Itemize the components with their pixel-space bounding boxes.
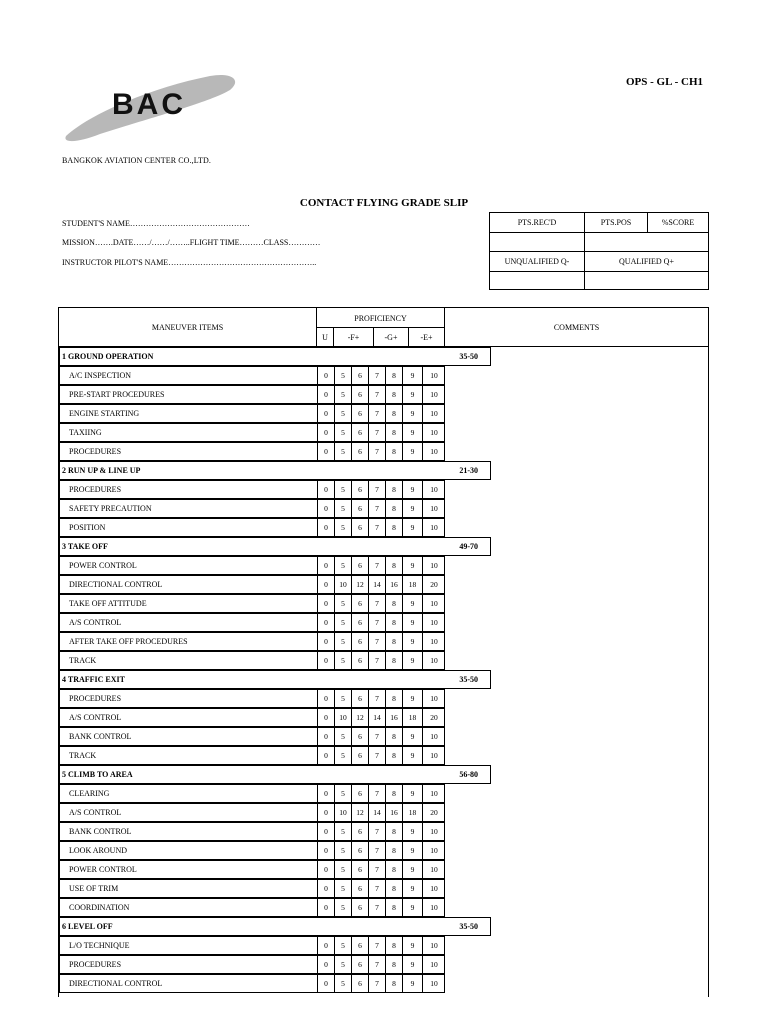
score-cell[interactable]: 0	[317, 519, 334, 536]
maneuver-label: ENGINE STARTING	[69, 409, 140, 418]
score-cell[interactable]: 7	[368, 899, 385, 916]
score-cell[interactable]: 9	[402, 956, 422, 973]
score-cell[interactable]: 6	[351, 880, 368, 897]
score-cell[interactable]: 5	[334, 386, 351, 403]
score-cell[interactable]: 7	[368, 823, 385, 840]
score-cell[interactable]: 8	[385, 386, 402, 403]
section-name: 5 CLIMB TO AREA	[62, 770, 133, 779]
maneuver-row	[59, 936, 445, 955]
score-cell[interactable]: 6	[351, 519, 368, 536]
score-cell[interactable]: 6	[351, 823, 368, 840]
f-header: -F+	[347, 333, 360, 342]
score-cell[interactable]: 0	[317, 956, 334, 973]
score-cell[interactable]: 8	[385, 690, 402, 707]
maneuver-label: LOOK AROUND	[69, 846, 127, 855]
maneuver-label: BANK CONTROL	[69, 732, 132, 741]
score-cell[interactable]: 10	[422, 443, 445, 460]
score-cell[interactable]: 0	[317, 880, 334, 897]
score-cell[interactable]: 8	[385, 823, 402, 840]
score-cell[interactable]: 6	[351, 975, 368, 992]
pct-score-label: %SCORE	[661, 218, 695, 227]
maneuver-row	[59, 480, 445, 499]
score-cell[interactable]: 6	[351, 899, 368, 916]
score-cell[interactable]: 14	[368, 804, 385, 821]
score-cell[interactable]: 7	[368, 937, 385, 954]
score-cell[interactable]: 9	[402, 975, 422, 992]
score-cell[interactable]: 5	[334, 481, 351, 498]
score-cell[interactable]: 6	[351, 690, 368, 707]
maneuver-label: TRACK	[69, 656, 97, 665]
score-cell[interactable]: 6	[351, 785, 368, 802]
score-cell[interactable]: 6	[351, 842, 368, 859]
score-cell[interactable]: 16	[385, 709, 402, 726]
score-cell[interactable]: 0	[317, 975, 334, 992]
maneuver-row	[59, 632, 445, 651]
score-cell[interactable]: 10	[422, 633, 445, 650]
section-name: 3 TAKE OFF	[62, 542, 108, 551]
score-cell[interactable]: 8	[385, 405, 402, 422]
maneuver-row	[59, 423, 445, 442]
score-cell[interactable]: 0	[317, 367, 334, 384]
score-cell[interactable]: 7	[368, 443, 385, 460]
score-cell[interactable]: 10	[422, 481, 445, 498]
score-cell[interactable]: 10	[422, 975, 445, 992]
section-name: 1 GROUND OPERATION	[62, 352, 154, 361]
score-cell[interactable]: 8	[385, 956, 402, 973]
score-cell[interactable]: 10	[422, 842, 445, 859]
score-cell[interactable]: 7	[368, 861, 385, 878]
score-cell[interactable]: 0	[317, 899, 334, 916]
score-cell[interactable]: 9	[402, 728, 422, 745]
maneuver-label: PROCEDURES	[69, 447, 122, 456]
score-cell[interactable]: 10	[422, 899, 445, 916]
score-cell[interactable]: 9	[402, 652, 422, 669]
score-cell[interactable]: 0	[317, 633, 334, 650]
maneuver-label: DIRECTIONAL CONTROL	[69, 580, 163, 589]
section-range: 21-30	[459, 466, 478, 475]
score-cell[interactable]: 5	[334, 785, 351, 802]
score-cell[interactable]: 5	[334, 937, 351, 954]
score-cell[interactable]: 7	[368, 481, 385, 498]
maneuver-row	[59, 955, 445, 974]
score-cell[interactable]: 9	[402, 899, 422, 916]
maneuver-items-header: MANEUVER ITEMS	[151, 323, 224, 332]
score-cell[interactable]: 7	[368, 557, 385, 574]
score-cell[interactable]: 9	[402, 443, 422, 460]
score-cell[interactable]: 0	[317, 937, 334, 954]
score-cell[interactable]: 0	[317, 652, 334, 669]
score-cell[interactable]: 5	[334, 956, 351, 973]
score-cell[interactable]: 7	[368, 728, 385, 745]
score-cell[interactable]: 10	[422, 614, 445, 631]
score-cell[interactable]: 10	[422, 880, 445, 897]
score-cell[interactable]: 0	[317, 576, 334, 593]
score-cell[interactable]: 0	[317, 557, 334, 574]
score-cell[interactable]: 6	[351, 861, 368, 878]
maneuver-row	[59, 651, 445, 670]
section-row	[59, 347, 491, 366]
score-cell[interactable]: 10	[422, 500, 445, 517]
maneuver-row	[59, 404, 445, 423]
score-cell[interactable]: 0	[317, 690, 334, 707]
maneuver-label: TAKE OFF ATTITUDE	[69, 599, 147, 608]
score-cell[interactable]: 8	[385, 842, 402, 859]
maneuver-row	[59, 575, 445, 594]
score-cell[interactable]: 7	[368, 519, 385, 536]
comments-header: COMMENTS	[553, 323, 600, 332]
score-cell[interactable]: 6	[351, 443, 368, 460]
section-name: 2 RUN UP & LINE UP	[62, 466, 141, 475]
score-cell[interactable]: 7	[368, 595, 385, 612]
score-cell[interactable]: 9	[402, 861, 422, 878]
score-cell[interactable]: 8	[385, 937, 402, 954]
score-cell[interactable]: 5	[334, 652, 351, 669]
qualified-label: QUALIFIED Q+	[619, 257, 674, 266]
score-cell[interactable]: 5	[334, 690, 351, 707]
score-cell[interactable]: 6	[351, 367, 368, 384]
maneuver-label: DIRECTIONAL CONTROL	[69, 979, 163, 988]
maneuver-row	[59, 689, 445, 708]
score-cell[interactable]: 9	[402, 500, 422, 517]
score-cell[interactable]: 0	[317, 500, 334, 517]
score-cell[interactable]: 8	[385, 443, 402, 460]
maneuver-label: POWER CONTROL	[69, 865, 137, 874]
score-cell[interactable]: 8	[385, 519, 402, 536]
maneuver-row	[59, 518, 445, 537]
score-cell[interactable]: 20	[422, 576, 445, 593]
score-cell[interactable]: 20	[422, 804, 445, 821]
score-cell[interactable]: 5	[334, 405, 351, 422]
score-cell[interactable]: 10	[422, 690, 445, 707]
score-cell[interactable]: 8	[385, 481, 402, 498]
score-cell[interactable]: 9	[402, 880, 422, 897]
score-cell[interactable]: 9	[402, 937, 422, 954]
section-row	[59, 670, 491, 689]
points-box	[489, 212, 709, 290]
maneuver-row	[59, 613, 445, 632]
score-cell[interactable]: 8	[385, 557, 402, 574]
score-cell[interactable]: 5	[334, 633, 351, 650]
score-cell[interactable]: 10	[422, 405, 445, 422]
score-cell[interactable]: 10	[334, 576, 351, 593]
score-cell[interactable]: 0	[317, 614, 334, 631]
score-cell[interactable]: 6	[351, 956, 368, 973]
score-cell[interactable]: 0	[317, 842, 334, 859]
maneuver-label: A/S CONTROL	[69, 713, 122, 722]
score-cell[interactable]: 12	[351, 709, 368, 726]
maneuver-label: SAFETY PRECAUTION	[69, 504, 152, 513]
score-cell[interactable]: 5	[334, 500, 351, 517]
score-cell[interactable]: 10	[422, 728, 445, 745]
maneuver-label: USE OF TRIM	[69, 884, 119, 893]
maneuver-row	[59, 499, 445, 518]
maneuver-row	[59, 385, 445, 404]
score-cell[interactable]: 7	[368, 405, 385, 422]
score-cell[interactable]: 0	[317, 861, 334, 878]
score-cell[interactable]: 18	[402, 709, 422, 726]
g-header: -G+	[384, 333, 398, 342]
score-cell[interactable]: 5	[334, 842, 351, 859]
maneuver-row	[59, 708, 445, 727]
maneuver-label: A/S CONTROL	[69, 808, 122, 817]
score-cell[interactable]: 0	[317, 405, 334, 422]
score-cell[interactable]: 6	[351, 500, 368, 517]
maneuver-label: PROCEDURES	[69, 960, 122, 969]
mission-field[interactable]: MISSION…….DATE……/……/……..FLIGHT TIME………CLASS…………	[62, 238, 321, 247]
score-cell[interactable]: 8	[385, 728, 402, 745]
maneuver-row	[59, 746, 445, 765]
score-cell[interactable]: 7	[368, 956, 385, 973]
section-name: 6 LEVEL OFF	[62, 922, 113, 931]
score-cell[interactable]: 7	[368, 614, 385, 631]
score-cell[interactable]: 14	[368, 576, 385, 593]
score-cell[interactable]: 10	[422, 747, 445, 764]
score-cell[interactable]: 8	[385, 367, 402, 384]
score-cell[interactable]: 5	[334, 424, 351, 441]
score-cell[interactable]: 5	[334, 367, 351, 384]
u-header: U	[322, 333, 328, 342]
maneuver-label: POSITION	[69, 523, 106, 532]
score-cell[interactable]: 0	[317, 595, 334, 612]
score-cell[interactable]: 0	[317, 823, 334, 840]
score-cell[interactable]: 7	[368, 975, 385, 992]
section-row	[59, 765, 491, 784]
form-title: CONTACT FLYING GRADE SLIP	[299, 197, 469, 209]
score-cell[interactable]: 0	[317, 386, 334, 403]
proficiency-header: PROFICIENCY	[354, 314, 407, 323]
score-cell[interactable]: 5	[334, 519, 351, 536]
score-cell[interactable]: 10	[422, 595, 445, 612]
maneuver-label: TRACK	[69, 751, 97, 760]
score-cell[interactable]: 10	[422, 386, 445, 403]
score-cell[interactable]: 8	[385, 633, 402, 650]
score-cell[interactable]: 6	[351, 481, 368, 498]
score-cell[interactable]: 6	[351, 747, 368, 764]
logo-swoosh-icon	[60, 70, 242, 148]
maneuver-row	[59, 727, 445, 746]
score-cell[interactable]: 0	[317, 481, 334, 498]
score-cell[interactable]: 9	[402, 481, 422, 498]
score-cell[interactable]: 9	[402, 823, 422, 840]
score-cell[interactable]: 6	[351, 652, 368, 669]
score-cell[interactable]: 5	[334, 861, 351, 878]
score-cell[interactable]: 9	[402, 386, 422, 403]
score-cell[interactable]: 8	[385, 595, 402, 612]
maneuver-row	[59, 822, 445, 841]
score-cell[interactable]: 8	[385, 424, 402, 441]
score-cell[interactable]: 0	[317, 747, 334, 764]
maneuver-row	[59, 366, 445, 385]
section-range: 35-50	[459, 922, 478, 931]
score-cell[interactable]: 5	[334, 443, 351, 460]
score-cell[interactable]: 8	[385, 500, 402, 517]
score-cell[interactable]: 9	[402, 557, 422, 574]
maneuver-row	[59, 974, 445, 993]
score-cell[interactable]: 8	[385, 785, 402, 802]
score-cell[interactable]: 5	[334, 728, 351, 745]
instructor-name-field[interactable]: INSTRUCTOR PILOT'S NAME………………………………………………..	[62, 258, 317, 267]
section-range: 35-50	[459, 352, 478, 361]
score-cell[interactable]: 9	[402, 424, 422, 441]
maneuver-row	[59, 860, 445, 879]
score-cell[interactable]: 10	[422, 557, 445, 574]
score-cell[interactable]: 0	[317, 785, 334, 802]
score-cell[interactable]: 9	[402, 633, 422, 650]
score-cell[interactable]: 6	[351, 633, 368, 650]
maneuver-label: PRE-START PROCEDURES	[69, 390, 165, 399]
score-cell[interactable]: 10	[334, 804, 351, 821]
score-cell[interactable]: 8	[385, 747, 402, 764]
score-cell[interactable]: 10	[422, 785, 445, 802]
section-range: 35-50	[459, 675, 478, 684]
section-row	[59, 917, 491, 936]
score-cell[interactable]: 16	[385, 804, 402, 821]
maneuver-row	[59, 803, 445, 822]
maneuver-label: A/S CONTROL	[69, 618, 122, 627]
score-cell[interactable]: 7	[368, 500, 385, 517]
score-cell[interactable]: 20	[422, 709, 445, 726]
score-cell[interactable]: 6	[351, 595, 368, 612]
score-cell[interactable]: 6	[351, 937, 368, 954]
maneuver-label: BANK CONTROL	[69, 827, 132, 836]
maneuver-row	[59, 442, 445, 461]
score-cell[interactable]: 10	[422, 956, 445, 973]
score-cell[interactable]: 5	[334, 880, 351, 897]
pts-pos-label: PTS.POS	[600, 218, 632, 227]
score-cell[interactable]: 12	[351, 576, 368, 593]
e-header: -E+	[420, 333, 433, 342]
score-cell[interactable]: 12	[351, 804, 368, 821]
score-cell[interactable]: 7	[368, 652, 385, 669]
score-cell[interactable]: 10	[334, 709, 351, 726]
score-cell[interactable]: 8	[385, 880, 402, 897]
score-cell[interactable]: 7	[368, 747, 385, 764]
section-row	[59, 537, 491, 556]
score-cell[interactable]: 9	[402, 519, 422, 536]
score-cell[interactable]: 0	[317, 443, 334, 460]
score-cell[interactable]: 9	[402, 842, 422, 859]
score-cell[interactable]: 8	[385, 975, 402, 992]
maneuver-label: AFTER TAKE OFF PROCEDURES	[69, 637, 188, 646]
maneuver-row	[59, 879, 445, 898]
maneuver-label: POWER CONTROL	[69, 561, 137, 570]
score-cell[interactable]: 7	[368, 880, 385, 897]
score-cell[interactable]: 5	[334, 823, 351, 840]
maneuver-label: PROCEDURES	[69, 694, 122, 703]
maneuver-row	[59, 594, 445, 613]
score-cell[interactable]: 0	[317, 709, 334, 726]
score-cell[interactable]: 9	[402, 785, 422, 802]
score-cell[interactable]: 0	[317, 728, 334, 745]
score-cell[interactable]: 7	[368, 842, 385, 859]
score-cell[interactable]: 7	[368, 785, 385, 802]
score-cell[interactable]: 6	[351, 557, 368, 574]
score-cell[interactable]: 6	[351, 614, 368, 631]
score-cell[interactable]: 10	[422, 823, 445, 840]
score-cell[interactable]: 8	[385, 614, 402, 631]
grade-table	[58, 307, 709, 997]
maneuver-row	[59, 556, 445, 575]
pts-recd-label: PTS.REC'D	[517, 218, 557, 227]
section-row	[59, 461, 491, 480]
maneuver-row	[59, 841, 445, 860]
maneuver-label: CLEARING	[69, 789, 110, 798]
score-cell[interactable]: 10	[422, 424, 445, 441]
score-cell[interactable]: 10	[422, 937, 445, 954]
score-cell[interactable]: 8	[385, 861, 402, 878]
score-cell[interactable]: 0	[317, 804, 334, 821]
document-id: OPS - GL - CH1	[626, 76, 704, 88]
score-cell[interactable]: 9	[402, 405, 422, 422]
score-cell[interactable]: 10	[422, 519, 445, 536]
score-cell[interactable]: 7	[368, 690, 385, 707]
score-cell[interactable]: 9	[402, 690, 422, 707]
score-cell[interactable]: 10	[422, 367, 445, 384]
score-cell[interactable]: 6	[351, 728, 368, 745]
student-name-field[interactable]: STUDENT'S NAME………………………………………	[62, 219, 250, 228]
score-cell[interactable]: 6	[351, 386, 368, 403]
logo-text: BAC	[112, 88, 186, 121]
score-cell[interactable]: 7	[368, 424, 385, 441]
score-cell[interactable]: 6	[351, 424, 368, 441]
score-cell[interactable]: 7	[368, 386, 385, 403]
maneuver-label: L/O TECHNIQUE	[69, 941, 130, 950]
score-cell[interactable]: 9	[402, 367, 422, 384]
maneuver-label: PROCEDURES	[69, 485, 122, 494]
score-cell[interactable]: 18	[402, 576, 422, 593]
score-cell[interactable]: 7	[368, 633, 385, 650]
score-cell[interactable]: 9	[402, 614, 422, 631]
score-cell[interactable]: 5	[334, 595, 351, 612]
score-cell[interactable]: 5	[334, 557, 351, 574]
score-cell[interactable]: 5	[334, 975, 351, 992]
unqualified-label: UNQUALIFIED Q-	[504, 257, 570, 266]
score-cell[interactable]: 5	[334, 899, 351, 916]
score-cell[interactable]: 9	[402, 595, 422, 612]
score-cell[interactable]: 10	[422, 652, 445, 669]
score-cell[interactable]: 5	[334, 614, 351, 631]
maneuver-row	[59, 898, 445, 917]
score-cell[interactable]: 5	[334, 747, 351, 764]
score-cell[interactable]: 14	[368, 709, 385, 726]
section-name: 4 TRAFFIC EXIT	[62, 675, 125, 684]
score-cell[interactable]: 16	[385, 576, 402, 593]
section-range: 49-70	[459, 542, 478, 551]
score-cell[interactable]: 9	[402, 747, 422, 764]
score-cell[interactable]: 8	[385, 652, 402, 669]
section-range: 56-80	[459, 770, 478, 779]
score-cell[interactable]: 6	[351, 405, 368, 422]
score-cell[interactable]: 18	[402, 804, 422, 821]
bac-logo	[60, 70, 242, 148]
score-cell[interactable]: 10	[422, 861, 445, 878]
score-cell[interactable]: 0	[317, 424, 334, 441]
score-cell[interactable]: 8	[385, 899, 402, 916]
maneuver-label: TAXIING	[69, 428, 102, 437]
score-cell[interactable]: 7	[368, 367, 385, 384]
maneuver-label: COORDINATION	[69, 903, 130, 912]
maneuver-row	[59, 784, 445, 803]
maneuver-label: A/C INSPECTION	[69, 371, 132, 380]
company-name: BANGKOK AVIATION CENTER CO.,LTD.	[62, 156, 211, 165]
